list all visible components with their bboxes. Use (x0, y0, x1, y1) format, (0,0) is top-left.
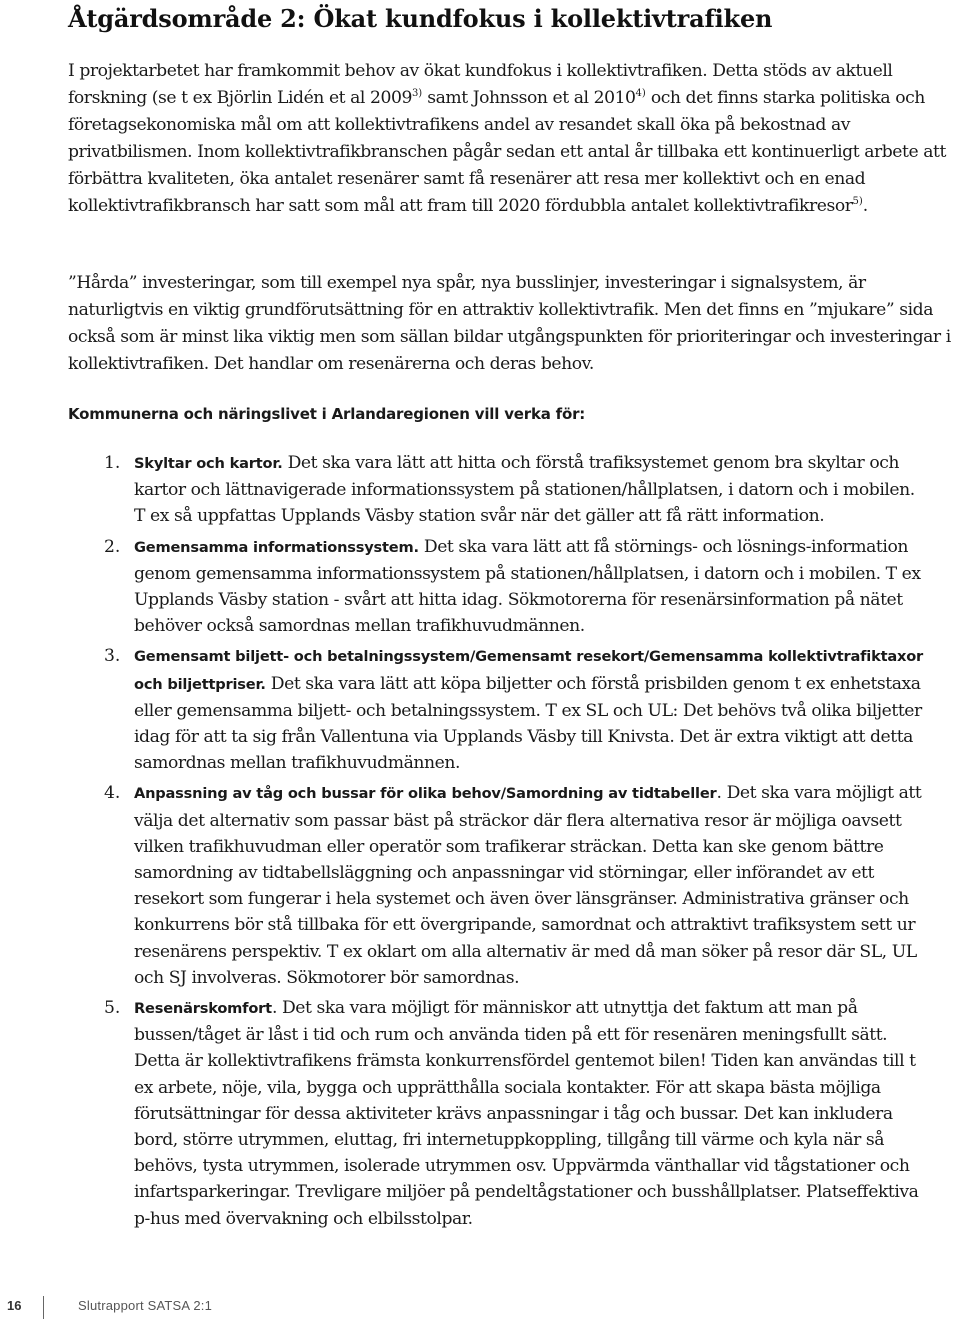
intro-text-1: I projektarbetet har framkommit behov av ökat kundfokus i kollektivtrafiken. Detta stöds av aktuell forskning (se t ex Björlin Lidén et al 2009 (68, 61, 893, 108)
list-item-text: . Det ska vara möjligt för människor att utnyttja det faktum att man på bussen/tåget är låst i tid och rum och använda tiden på ett för resenären meningsfullt sätt. Detta är kollektivtrafikens främsta konkurrensfördel gentemot bilen! Tiden kan användas till t ex arbete, nöje, vila, bygga och upprätthålla sociala kontakter. För att skapa bästa möjliga förutsättningar för dessa aktiviteter krävs anpassningar i tåg och bussar. Det kan inkludera bord, större utrymmen, eluttag, fri internetuppkoppling, tillgång till värme och kyla när så behövs, tysta utrymmen, isolerade utrymmen osv. Uppvärmda vänthallar vid tågstationer och infartsparkeringar. Trevligare miljöer på pendeltågstationer och busshållplatser. Platseffektiva p-hus med övervakning och elbilsstolpar. (134, 998, 919, 1229)
footer-divider (43, 1296, 44, 1319)
list-item-text: Det ska vara lätt att få störnings- och lösnings-information genom gemensamma informationssystem på stationen/hållplatsen, i datorn och i mobilen. T ex Upplands Väsby station - svårt att hitta idag. Sökmotorerna för resenärsinformation på nätet behöver också samordnas mellan trafikhuvudmännen. (134, 536, 921, 637)
list-item (0, 995, 926, 1232)
list-item-number: 3. (104, 646, 121, 667)
list-item (0, 534, 926, 640)
page-number: 16 (7, 1298, 22, 1313)
list-item-title: Gemensamma informationssystem. (134, 538, 419, 556)
investments-paragraph: ”Hårda” investeringar, som till exempel nya spår, nya busslinjer, investeringar i signalsystem, är naturligtvis en viktig grundförutsättning för en attraktiv kollektivtrafik. Men det finns en ”mjukare” sida också som är minst lika viktig men som sällan bildar utgångspunkten för prioriteringar och investeringar i kollektivtrafiken. Det handlar om resenärerna och deras behov. (68, 273, 951, 374)
list-item-title: Resenärskomfort (134, 1000, 272, 1018)
list-item-title: Skyltar och kartor. (134, 455, 283, 472)
intro-paragraph (68, 58, 960, 220)
page-footer (0, 1296, 960, 1319)
reference-5: 5) (852, 196, 863, 207)
intro-text-3: och det finns starka politiska och företagsekonomiska mål om att kollektivtrafikens andel av resandet skall öka på bekostnad av privatbilismen. Inom kollektivtrafikbranschen pågår sedan ett antal år tillbaka ett kontinuerligt arbete att förbättra kvaliteten, öka antalet resenärer samt få resenärer att resa mer kollektivt och en enad kollektivtrafikbransch har satt som mål att fram till 2020 fördubbla antalet kollektivtrafikresor (68, 88, 946, 216)
list-item-title: Anpassning av tåg och bussar för olika behov/Samordning av tidtabeller (134, 785, 717, 803)
list-item (0, 450, 926, 530)
list-item-number: 4. (104, 783, 121, 804)
list-item-text: . Det ska vara möjligt att välja det alternativ som passar bäst på sträckor där flera alternativa resor är möjliga oavsett vilken trafikhuvudman eller operatör som trafikerar sträckan. Detta kan ske genom bättre samordning av tidtabellsläggning och anpassningar vid störningar, eller införandet av ett resekort som fungerar i hela systemet och även över länsgränser. Administrativa gränser och konkurrens bör stå tillbaka för ett övergripande, samordnat och attraktivt trafiksystem sett ur resenärens perspektiv. T ex oklart om alla alternativ är med då man söker på resor där SL, UL och SJ involveras. Sökmotorer bör samordnas. (134, 783, 922, 988)
section-heading: Åtgärdsområde 2: Ökat kundfokus i kollektivtrafiken (68, 4, 773, 33)
list-item-text: Det ska vara lätt att köpa biljetter och förstå prisbilden genom t ex enhetstaxa eller gemensamma biljett- och betalningssystem. T ex SL och UL: Det behövs två olika biljetter idag för att ta sig från Vallentuna via Upplands Väsby till Knivsta. Det är extra viktigt att detta samordnas mellan trafikhuvudmännen. (134, 673, 922, 774)
intro-text-4: . (862, 196, 868, 216)
measures-list (0, 450, 926, 1236)
list-item-number: 2. (104, 536, 121, 557)
reference-4: 4) (635, 88, 646, 99)
list-item (0, 643, 926, 776)
list-item (0, 780, 926, 991)
list-item-text: Det ska vara lätt att hitta och förstå trafiksystemet genom bra skyltar och kartor och lättnavigerade informationssystem på stationen/hållplatsen, i datorn och i mobilen. T ex så uppfattas Upplands Väsby station svår när det gäller att få rätt information. (134, 453, 915, 527)
list-item-number: 1. (104, 453, 121, 473)
list-subheading: Kommunerna och näringslivet i Arlandaregionen vill verka för: (68, 405, 586, 423)
list-item-number: 5. (104, 998, 121, 1019)
intro-text-2: samt Johnsson et al 2010 (422, 88, 636, 108)
reference-3: 3) (411, 88, 423, 99)
list-item-title: Gemensamt biljett- och betalningssystem/Gemensamt resekort/Gemensamma kollektivtrafiktaxor och biljettpriser. (134, 648, 924, 693)
footer-report-title: Slutrapport SATSA 2:1 (78, 1298, 213, 1313)
